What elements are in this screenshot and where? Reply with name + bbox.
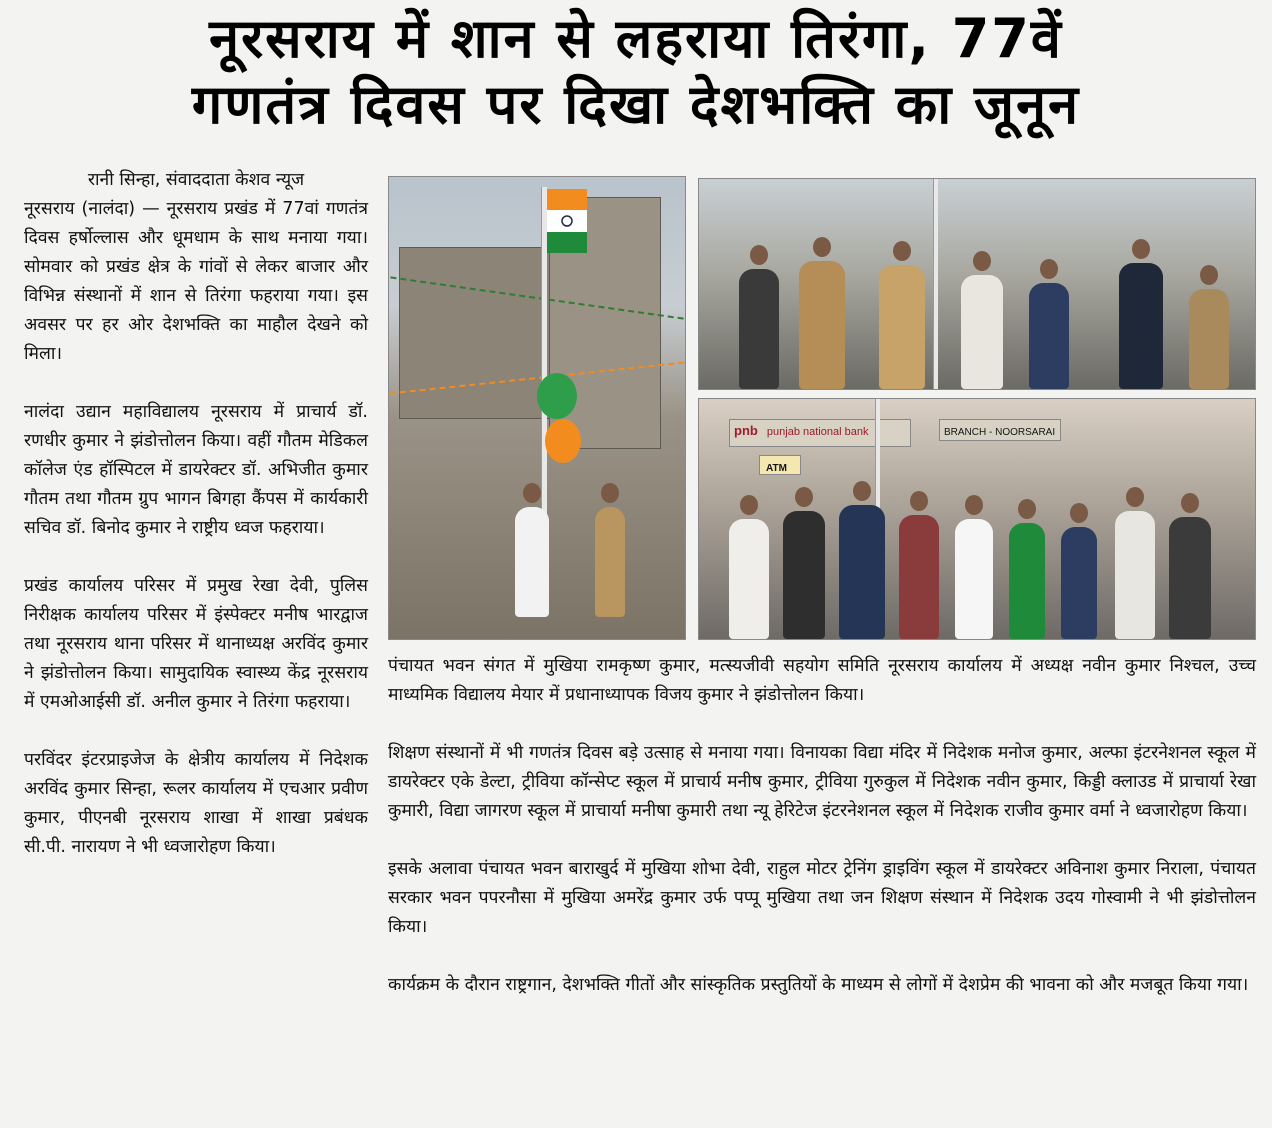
person-shape bbox=[515, 507, 549, 617]
article-paragraph: नालंदा उद्यान महाविद्यालय नूरसराय में प्राचार्य डॉ. रणधीर कुमार ने झंडोत्तोलन किया। वहीं गौतम मेडिकल कॉलेज एंड हॉस्पिटल में डायरेक्टर डॉ. अभिजीत कुमार गौतम तथा गौतम ग्रुप भागन बिगहा कैंपस में कार्यकारी सचिव डॉ. बिनोद कुमार ने राष्ट्रीय ध्वज फहराया। bbox=[24, 402, 368, 538]
article-paragraph: परविंदर इंटरप्राइजेज के क्षेत्रीय कार्यालय में निदेशक अरविंद कुमार सिन्हा, रूलर कार्यालय में एचआर प्रवीण कुमार, पीएनबी नूरसराय शाखा में शाखा प्रबंधक सी.पी. नारायण ने भी ध्वजारोहण किया। bbox=[24, 750, 368, 857]
photo-flag-hoisting bbox=[388, 176, 686, 640]
person-head bbox=[601, 483, 619, 503]
photo-bank-group bbox=[698, 398, 1256, 640]
person-shape bbox=[799, 261, 845, 389]
person-head bbox=[973, 251, 991, 271]
person-shape bbox=[595, 507, 625, 617]
person-head bbox=[740, 495, 758, 515]
person-shape bbox=[783, 511, 825, 639]
building-shape bbox=[399, 247, 551, 419]
flag-icon bbox=[547, 189, 587, 253]
person-head bbox=[1181, 493, 1199, 513]
person-head bbox=[523, 483, 541, 503]
person-shape bbox=[739, 269, 779, 389]
headline-line-2: गणतंत्र दिवस पर दिखा देशभक्ति का जूनून bbox=[191, 73, 1081, 136]
person-head bbox=[1018, 499, 1036, 519]
person-shape bbox=[961, 275, 1003, 389]
photo-officials-saluting bbox=[698, 178, 1256, 390]
person-head bbox=[750, 245, 768, 265]
branch-sign-text: BRANCH - NOORSARAI bbox=[944, 427, 1056, 438]
atm-sign bbox=[759, 455, 801, 475]
article-paragraph: शिक्षण संस्थानों में भी गणतंत्र दिवस बड़े उत्साह से मनाया गया। विनायका विद्या मंदिर में निदेशक मनोज कुमार, अल्फा इंटरनेशनल स्कूल में डायरेक्टर एके डेल्टा, ट्रीविया कॉन्सेप्ट स्कूल में प्राचार्य मनीष कुमार, ट्रीविया गुरुकुल में निदेशक नवीन कुमार, किड्डी क्लाउड में प्राचार्या रेखा कुमारी, विद्या जागरण स्कूल में प्राचार्या मनीषा कुमारी तथा न्यू हेरिटेज इंटरनेशनल स्कूल में निदेशक राजीव कुमार वर्मा ने ध्वजारोहण किया। bbox=[388, 743, 1256, 821]
headline bbox=[12, 6, 1260, 138]
bank-sign-short: pnb bbox=[734, 423, 758, 438]
article-paragraph: नूरसराय (नालंदा) — नूरसराय प्रखंड में 77वां गणतंत्र दिवस हर्षोल्लास और धूमधाम के साथ मनाया गया। सोमवार को प्रखंड क्षेत्र के गांवों से लेकर बाजार और विभिन्न संस्थानों में शान से तिरंगा फहराया गया। इस अवसर पर हर ओर देशभक्ति का माहौल देखने को मिला। bbox=[24, 199, 368, 364]
person-shape bbox=[839, 505, 885, 639]
person-shape bbox=[1061, 527, 1097, 639]
byline: रानी सिन्हा, संवाददाता केशव न्यूज bbox=[87, 170, 305, 190]
person-head bbox=[1126, 487, 1144, 507]
person-shape bbox=[1029, 283, 1069, 389]
flag-pole bbox=[933, 179, 938, 389]
balloon bbox=[545, 419, 581, 463]
person-head bbox=[813, 237, 831, 257]
person-head bbox=[1132, 239, 1150, 259]
person-head bbox=[795, 487, 813, 507]
right-column bbox=[388, 652, 1256, 1000]
article-paragraph: कार्यक्रम के दौरान राष्ट्रगान, देशभक्ति गीतों और सांस्कृतिक प्रस्तुतियों के माध्यम से लोगों में देशप्रेम की भावना को और मजबूत किया गया। bbox=[388, 975, 1249, 995]
atm-sign-text: ATM bbox=[766, 463, 787, 474]
person-head bbox=[965, 495, 983, 515]
bank-sign bbox=[729, 419, 911, 447]
person-head bbox=[1200, 265, 1218, 285]
person-head bbox=[853, 481, 871, 501]
person-head bbox=[910, 491, 928, 511]
article-paragraph: इसके अलावा पंचायत भवन बाराखुर्द में मुखिया शोभा देवी, राहुल मोटर ट्रेनिंग ड्राइविंग स्कूल में डायरेक्टर अविनाश कुमार निराला, पंचायत सरकार भवन पपरनौसा में मुखिया अमरेंद्र कुमार उर्फ पप्पू मुखिया तथा जन शिक्षण संस्थान में निदेशक उदय गोस्वामी ने भी झंडोत्तोलन किया। bbox=[388, 859, 1256, 937]
left-column bbox=[24, 166, 368, 862]
person-shape bbox=[1115, 511, 1155, 639]
person-shape bbox=[879, 265, 925, 389]
person-shape bbox=[1169, 517, 1211, 639]
person-head bbox=[893, 241, 911, 261]
person-head bbox=[1040, 259, 1058, 279]
person-shape bbox=[1119, 263, 1163, 389]
bank-sign-name: punjab national bank bbox=[766, 426, 869, 438]
article-paragraph: पंचायत भवन संगत में मुखिया रामकृष्ण कुमार, मत्स्यजीवी सहयोग समिति नूरसराय कार्यालय में अध्यक्ष नवीन कुमार निश्चल, उच्च माध्यमिक विद्यालय मेयार में प्रधानाध्यापक विजय कुमार ने झंडोत्तोलन किया। bbox=[388, 656, 1256, 705]
person-shape bbox=[955, 519, 993, 639]
person-shape bbox=[1189, 289, 1229, 389]
headline-line-1: नूरसराय में शान से लहराया तिरंगा, 77वें bbox=[209, 7, 1063, 70]
balloon bbox=[537, 373, 577, 419]
article-paragraph: प्रखंड कार्यालय परिसर में प्रमुख रेखा देवी, पुलिस निरीक्षक कार्यालय परिसर में इंस्पेक्टर मनीष भारद्वाज तथा नूरसराय थाना परिसर में थानाध्यक्ष अरविंद कुमार ने झंडोत्तोलन किया। सामुदायिक स्वास्थ्य केंद्र नूरसराय में एमओआईसी डॉ. अनील कुमार ने तिरंगा फहराया। bbox=[24, 576, 368, 712]
person-shape bbox=[729, 519, 769, 639]
person-shape bbox=[1009, 523, 1045, 639]
person-shape bbox=[899, 515, 939, 639]
byline-paragraph bbox=[24, 166, 368, 195]
person-head bbox=[1070, 503, 1088, 523]
branch-sign bbox=[939, 419, 1061, 441]
